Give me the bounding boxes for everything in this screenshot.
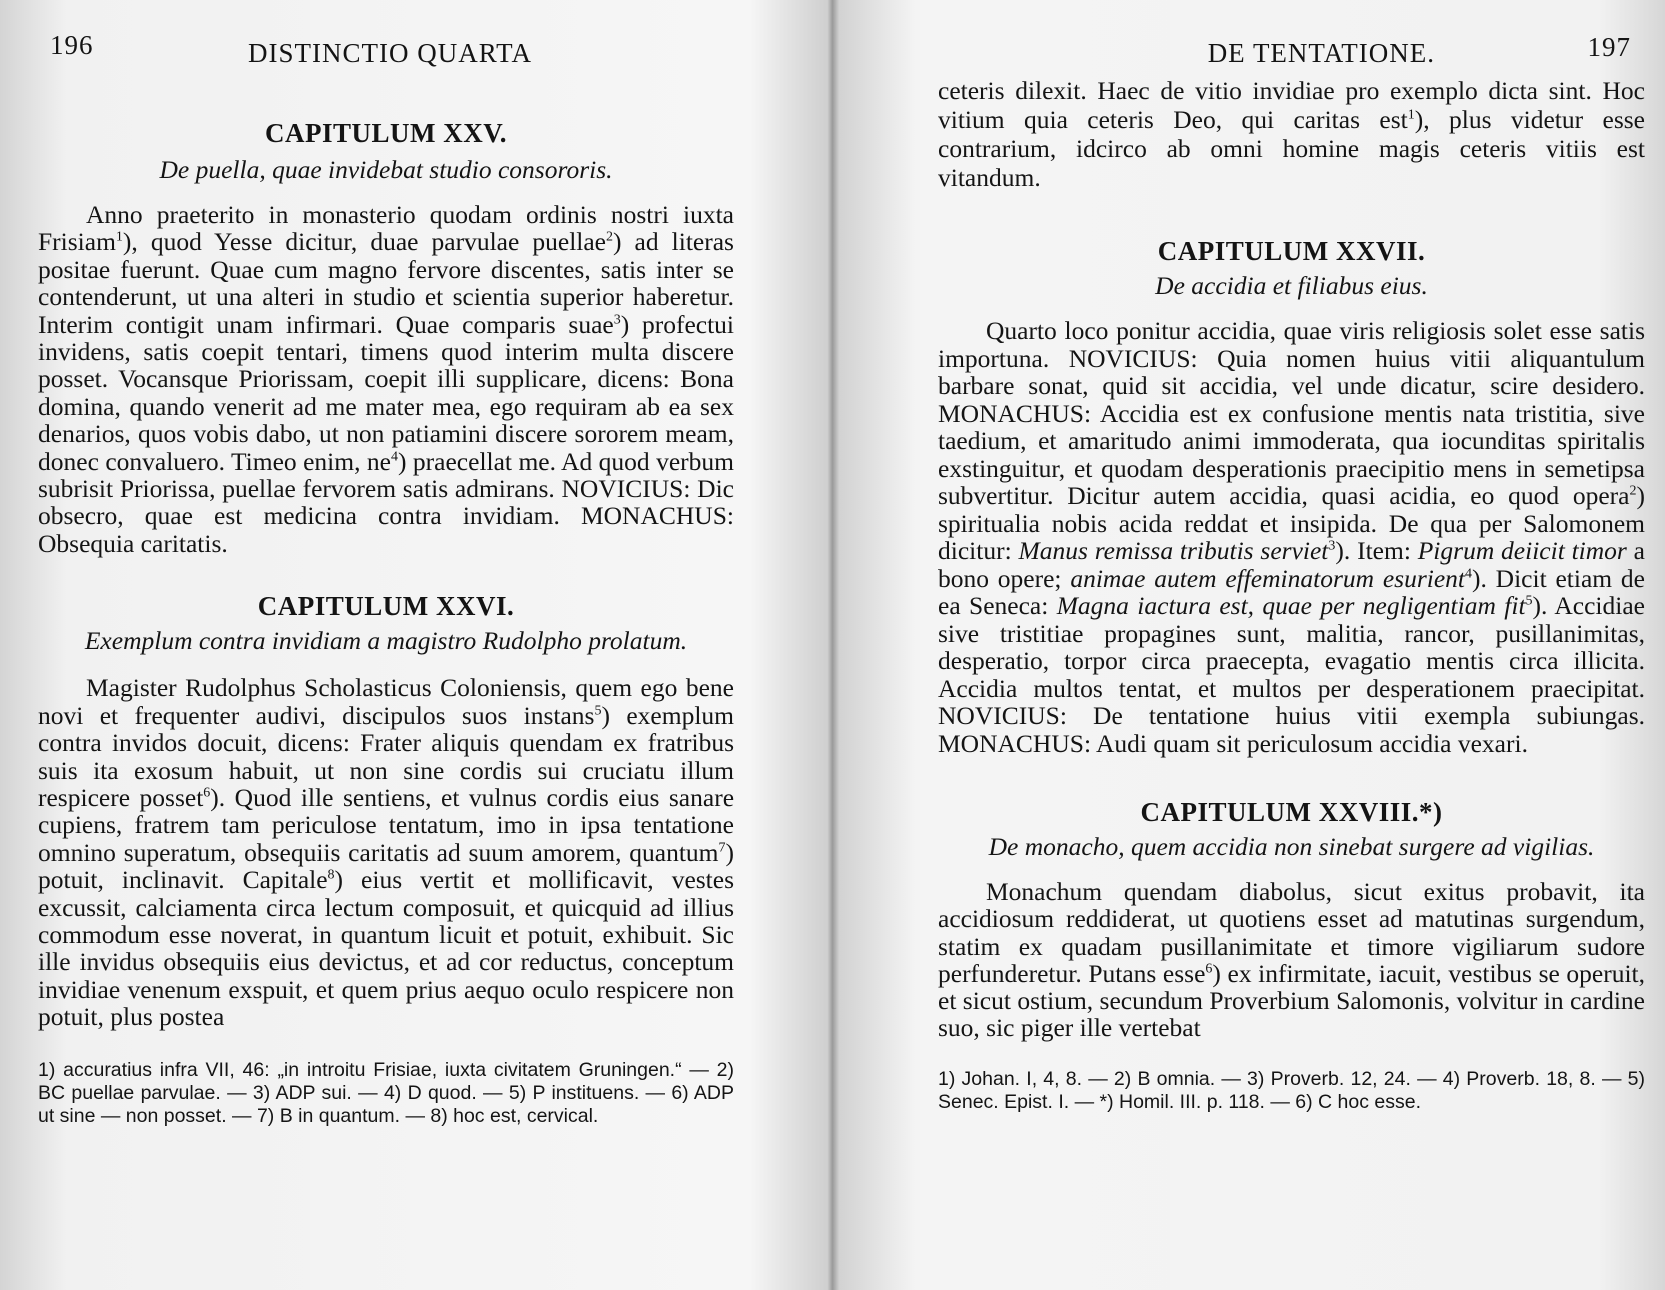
text-run: ). Accidiae sive tristitiae propagines sunt, malitia, rancor, pusillanimitas, desperatio, torpor circa praecepta, evagatio mentis circa illicita. Accidia multos tentat, et multos per desperationem praecipitat. NOVICIUS: De tentatione huius vitii exempla subiungas. MONACHUS: Audi quam sit periculosum accidia vexari. [938,591,1645,758]
footnote-marker: 1 [115,229,123,245]
text-run: ), quod Yesse dicitur, duae parvulae puellae [122,227,606,257]
page-number: 197 [1587,32,1631,62]
footnote-marker: 6 [1205,961,1213,977]
text-run: Monachum quendam diabolus, sicut exitus probavit, ita accidiosum reddiderat, ut quotiens esset ad matutinas surgendum, statim ex quadam pusillanimitate et timore vigiliarum sudore perfunderetur. Putans esse [938,877,1645,988]
footnote-marker: 8 [327,867,335,883]
chapter-subtitle: Exemplum contra invidiam a magistro Rudolpho prolatum. [84,626,688,656]
text-run: Quarto loco ponitur accidia, quae viris religiosis solet esse satis importuna. NOVICIUS: Quia nomen huius vitii aliquantulum barbare sonat, quid sit accidia, vel unde dicatur, scire desidero. MONACHUS: Accidia est ex confusione mentis nata tristitia, sive taedium, et amaritudo animi immoderata, qua iocunditas spiritalis exstinguitur, et quodam desperationis praecipitio mens in semetipsa subvertitur. Dicitur autem accidia, quasi acidia, eo quod opera [938,316,1645,510]
text-run: ) ex infirmitate, iacuit, vestibus se operuit, et sicut ostium, secundum Proverbium Salomonis, volvitur in cardine suo, sic piger ille vertebat [938,958,1646,1043]
text-run: ceteris dilexit. Haec de vitio invidiae pro exemplo dicta sint. Hoc vitium quia ceteris Deo, qui caritas est [938,76,1645,134]
text-run: ). Dicit etiam de ea Seneca: [938,563,1645,620]
text-run: ) profectui invidens, satis coepit tentari, timens quod interim multa discere posset. Vocansque Priorissam, coepit illi supplicare, dicens: Bona domina, quando venerit ad me mater mea, ego requiram ab ea sex denarios, quos vobis dabo, ut non patiamini discere sororem meam, donec convaluero. Timeo enim, ne [38,309,734,476]
chapter-title: CAPITULUM XXV. [264,118,507,148]
footnote-marker: 5 [594,703,602,719]
left-running-head [38,30,734,70]
footnote-marker: 3 [613,312,621,328]
chapter-paragraph [938,317,1645,757]
right-running-head [938,32,1645,72]
text-run: ). Quod ille sentiens, et vulnus cordis eius sanare cupiens, fratrem tam periculose tentatum, imo in ipsa tentatione omnino superatum, obsequiis caritatis ad suum amorem, quantum [38,782,735,867]
text-run: Anno praeterito in monasterio quodam ordinis nostri iuxta Frisiam [38,200,734,257]
footnote-marker: 4 [1465,566,1473,581]
footnote-marker: 4 [390,449,398,465]
chapter-subtitle: De accidia et filiabus eius. [1155,271,1428,300]
footnote-marker: 1 [1407,107,1415,123]
chapter-paragraph [38,674,734,1030]
continued-paragraph [938,76,1645,192]
chapter-paragraph [38,201,734,557]
footnote-marker: 7 [718,840,726,856]
page-number: 196 [50,30,94,60]
text-run: Magister Rudolphus Scholasticus Coloniensis, quem ego bene novi et frequenter audivi, discipulos suos instans [38,673,734,730]
footnotes: 1) Johan. I, 4, 8. — 2) B omnia. — 3) Proverb. 12, 24. — 4) Proverb. 18, 8. — 5) Senec. Epist. I. — *) Homil. III. p. 118. — 6) C hoc esse. [938,1067,1645,1113]
chapter-paragraph [938,878,1645,1042]
text-run: ), plus videtur esse contrarium, idcirco ab omni homine magis ceteris vitiis est vitandum. [938,105,1645,192]
text-run: ) eius vertit et mollificavit, vestes excussit, calciamenta circa lectum composuit, et quicquid ad illius commodum esse noverat, in quantum licuit et potuit, exhibuit. Sic ille invidus obsequiis eius devictus, et ad cor reductus, conceptum invidiae venenum exspuit, et quem prius aequo oculo respicere non potuit, plus postea [38,865,735,1032]
chapter-title: CAPITULUM XXVI. [257,591,515,622]
footnote-marker: 2 [1629,483,1637,499]
text-run: a bono opere; [938,536,1645,593]
chapter-subtitle: De monacho, quem accidia non sinebat surgere ad vigilias. [988,832,1595,861]
quotation: Magna iactura est, quae per negligentiam fit [1056,591,1526,620]
text-run: ). Item: [1335,536,1418,565]
right-page [826,0,1665,1290]
chapter-title: CAPITULUM XXVIII.*) [1140,797,1443,827]
text-run: ) ad literas positae fuerunt. Quae cum magno fervore discentes, satis inter se contenderunt, ut una alteri in studio et scientia superior haberetur. Interim contigit unam infirmari. Quae comparis suae [38,227,734,339]
quotation: Manus remissa tributis serviet [1018,536,1329,565]
text-run: ) praecellat me. Ad quod verbum subrisit Priorissa, puellae fervorem satis admirans. NOVICIUS: Dic obsecro, quae est medicina contra invidiam. MONACHUS: Obsequia caritatis. [38,446,734,558]
chapter-subtitle: De puella, quae invidebat studio consororis. [159,155,613,184]
chapter-title: CAPITULUM XXVII. [1157,236,1426,266]
footnote-marker: 6 [203,785,211,801]
running-title: DISTINCTIO QUARTA [248,38,532,68]
running-title: DE TENTATIONE. [1207,38,1435,68]
footnote-marker: 3 [1328,538,1336,554]
footnotes: 1) accuratius infra VII, 46: „in introitu Frisiae, iuxta civitatem Gruningen.“ — 2) BC puellae parvulae. — 3) ADP sui. — 4) D quod. — 5) P instituens. — 6) ADP ut sine — non posset. — 7) B in quantum. — 8) hoc est, cervical. [38,1058,734,1127]
quotation: Pigrum deiicit timor [1417,536,1627,565]
text-run: ) potuit, inclinavit. Capitale [38,837,734,895]
text-run: ) spiritualia nobis acida reddat et insipida. De qua per Salomonem dicitur: [938,481,1645,565]
footnote-marker: 5 [1525,593,1533,609]
quotation: animae autem effeminatorum esurient [1070,563,1466,593]
left-page [0,0,820,1290]
footnote-marker: 2 [606,229,613,245]
text-run: ) exemplum contra invidos docuit, dicens: Frater aliquis quendam ex fratribus suis ita exosum habuit, ut non sine cordis sui cruciatu illum respicere posset [38,700,734,812]
